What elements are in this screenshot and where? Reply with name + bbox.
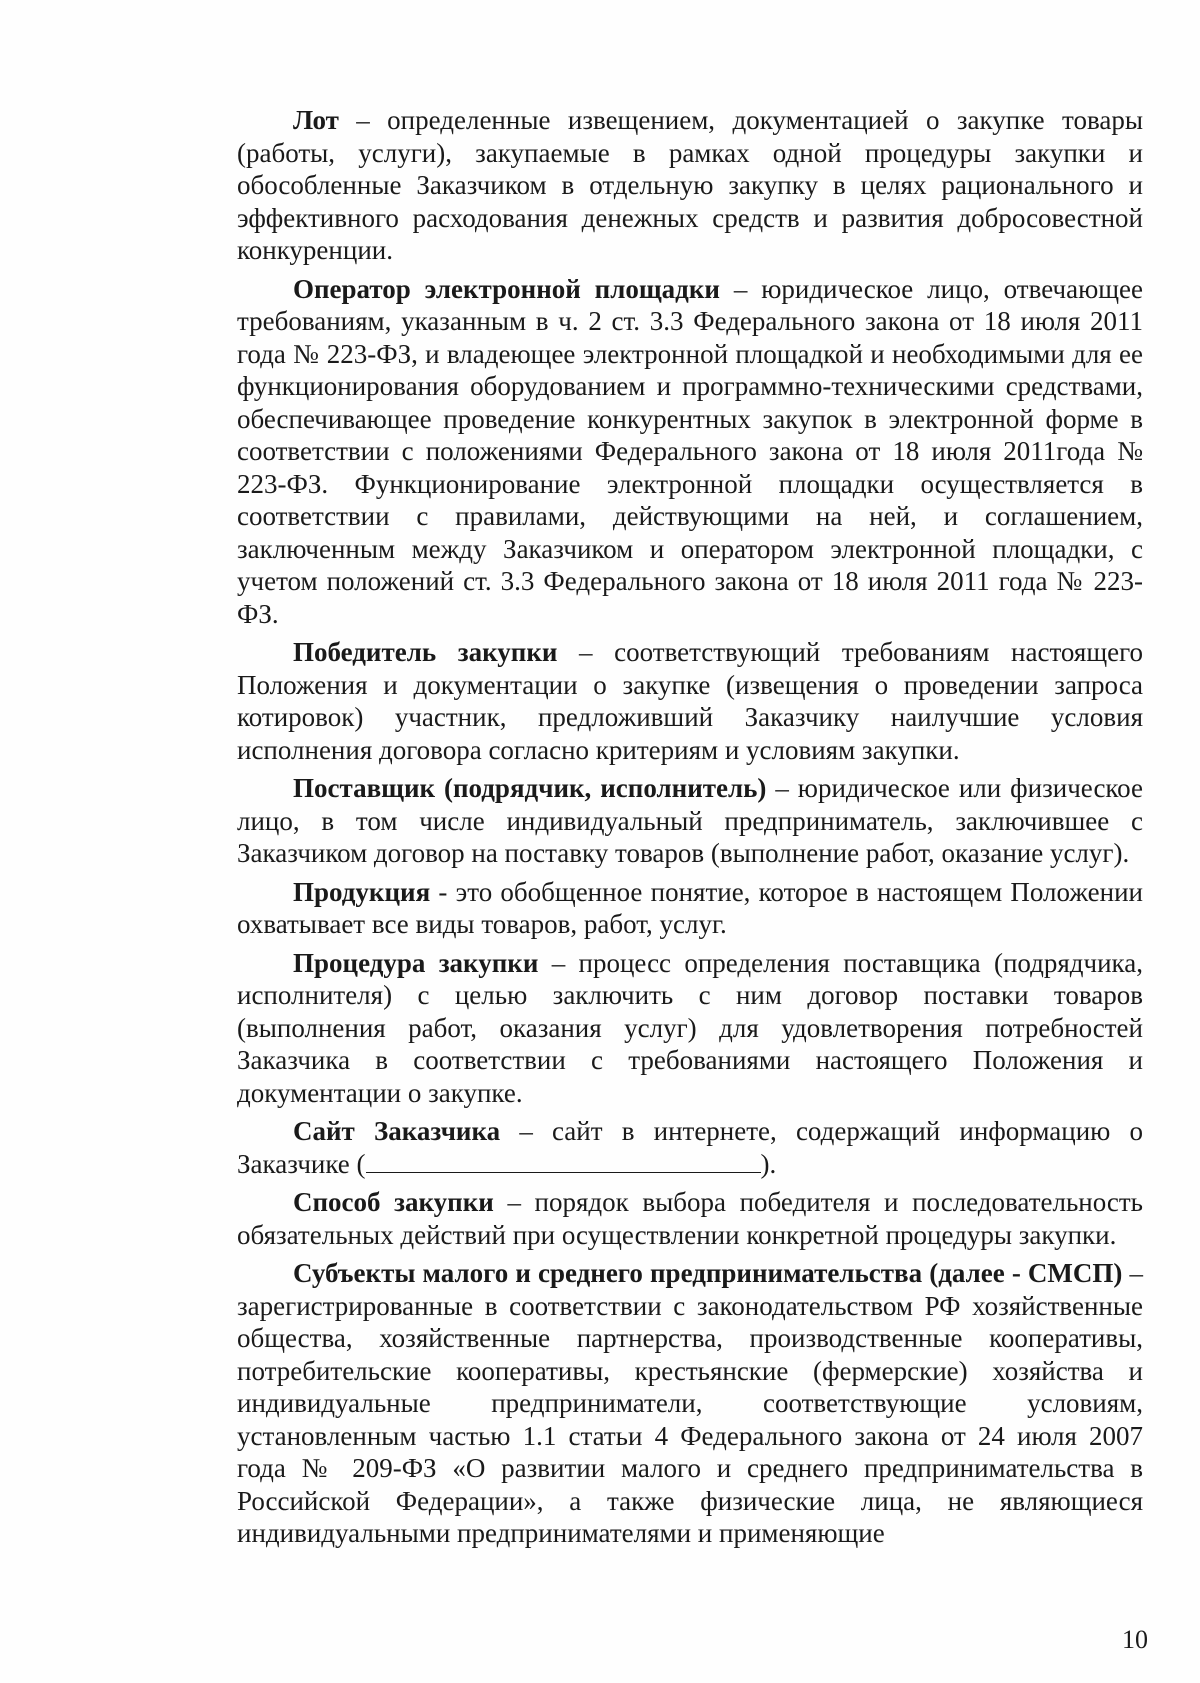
definition-text: – определенные извещением, документацией о закупке товары (работы, услуги), закупаемые в рамках одной процедуры закупки и обособленные Заказчиком в отдельную закупку в целях рационального и эффективного расходования денежных средств и развития добросовестной конкуренции. — [237, 105, 1143, 265]
definition-text: – соответствующий требованиям настоящего Положения и документации о закупке (извещения о проведении запроса котировок) участник, предложивший Заказчику наилучшие условия исполнения договора согласно критериям и условиям закупки. — [237, 637, 1143, 765]
definition-procurement-method — [237, 1186, 1143, 1251]
term-label: Лот — [293, 105, 339, 135]
term-label: Продукция — [293, 876, 431, 907]
page-number: 10 — [1122, 1625, 1148, 1654]
definition-procurement-winner — [237, 636, 1143, 766]
definition-text: – порядок выбора победителя и последовательность обязательных действий при осуществлении конкретной процедуры закупки. — [237, 1187, 1144, 1250]
blank-fill-line — [366, 1150, 761, 1173]
definition-supplier — [237, 772, 1143, 870]
term-label: Процедура закупки — [293, 947, 539, 978]
definition-text: – юридическое лицо, отвечающее требованиям, указанным в ч. 2 ст. 3.3 Федерального закона от 18 июля 2011 года № 223-ФЗ, и владеющее электронной площадкой и необходимыми для ее функционирования оборудованием и программно-техническими средствами, обеспечивающее проведение конкурентных закупок в электронной форме в соответствии с положениями Федерального закона от 18 июля 2011года № 223-ФЗ. Функционирование электронной площадки осуществляется в соответствии с правилами, действующими на ней, и соглашением, заключенным между Заказчиком и оператором электронной площадки, с учетом положений ст. 3.3 Федерального закона от 18 июля 2011 года № 223-ФЗ. — [237, 273, 1143, 629]
definition-text-tail: ). — [760, 1148, 777, 1179]
definition-text: – сайт в интернете, содержащий информацию о Заказчике ( — [237, 1116, 1143, 1179]
definition-procurement-procedure — [237, 947, 1143, 1110]
term-label: Сайт Заказчика — [293, 1116, 501, 1146]
definition-products — [237, 876, 1143, 941]
definition-smes — [237, 1257, 1143, 1550]
term-label: Способ закупки — [293, 1187, 494, 1217]
definition-platform-operator — [237, 273, 1143, 631]
definition-customer-site — [237, 1115, 1143, 1180]
document-body — [237, 104, 1143, 1556]
definition-text: – процесс определения поставщика (подрядчика, исполнителя) с целью заключить с ним договор поставки товаров (выполнения работ, оказания услуг) для удовлетворения потребностей Заказчика в соответствии с требованиями настоящего Положения и документации о закупке. — [237, 947, 1143, 1108]
definition-text: - это обобщенное понятие, которое в настоящем Положении охватывает все виды товаров, работ, услуг. — [237, 876, 1143, 939]
definition-lot — [237, 104, 1143, 267]
definition-text: – зарегистрированные в соответствии с законодательством РФ хозяйственные общества, хозяйственные партнерства, производственные кооперативы, потребительские кооперативы, крестьянские (фермерские) хозяйства и индивидуальные предприниматели, соответствующие условиям, установленным частью 1.1 статьи 4 Федерального закона от 24 июля 2007 года № 209-ФЗ «О развитии малого и среднего предпринимательства в Российской Федерации», а также физические лица, не являющиеся индивидуальными предпринимателями и применяющие — [237, 1258, 1143, 1548]
term-label: Победитель закупки — [293, 637, 558, 667]
term-label: Субъекты малого и среднего предпринимательства (далее - СМСП) — [293, 1258, 1123, 1288]
term-label: Поставщик (подрядчик, исполнитель) — [293, 773, 767, 803]
term-label: Оператор электронной площадки — [293, 273, 720, 304]
definition-text: – юридическое или физическое лицо, в том числе индивидуальный предприниматель, заключившее с Заказчиком договор на поставку товаров (выполнение работ, оказание услуг). — [237, 773, 1143, 868]
